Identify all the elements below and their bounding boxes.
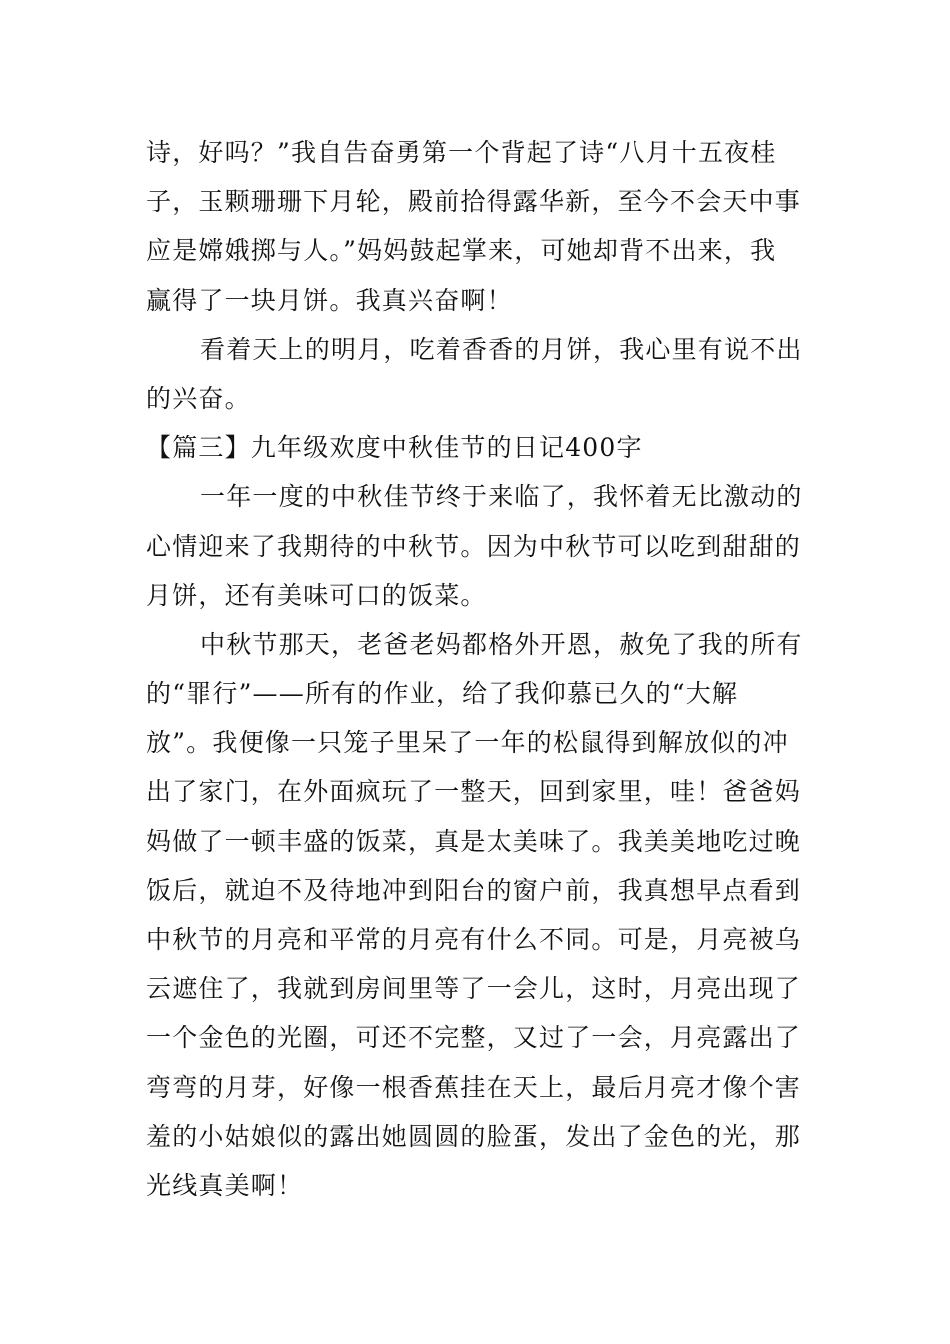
text-line: 子，玉颗珊珊下月轮，殿前拾得露华新，至今不会天中事 [146, 187, 802, 217]
paragraph-start-line: 看着天上的明月，吃着香香的月饼，我心里有说不出 [200, 334, 803, 364]
paragraph-start-line: 一年一度的中秋佳节终于来临了，我怀着无比激动的 [200, 482, 803, 512]
text-line: 光线真美啊！ [146, 1170, 304, 1200]
text-line: 应是嫦娥掷与人。”妈妈鼓起掌来，可她却背不出来，我 [146, 236, 777, 266]
text-line: 中秋节的月亮和平常的月亮有什么不同。可是，月亮被乌 [146, 925, 802, 954]
text-line: 云遮住了，我就到房间里等了一会儿，这时，月亮出现了 [146, 974, 802, 1004]
text-line: 赢得了一块月饼。我真兴奋啊！ [146, 285, 513, 315]
text-line: 诗，好吗？”我自告奋勇第一个背起了诗“八月十五夜桂 [146, 138, 777, 167]
text-line: 妈做了一顿丰盛的饭菜，真是太美味了。我美美地吃过晚 [146, 826, 802, 856]
text-line: 一个金色的光圈，可还不完整，又过了一会，月亮露出了 [146, 1023, 802, 1053]
text-line: 饭后，就迫不及待地冲到阳台的窗户前，我真想早点看到 [146, 875, 802, 905]
text-line: 羞的小姑娘似的露出她圆圆的脸蛋，发出了金色的光，那 [146, 1121, 802, 1151]
text-line: 的兴奋。 [146, 383, 251, 413]
section-heading: 【篇三】九年级欢度中秋佳节的日记400字 [146, 433, 643, 463]
paragraph-start-line: 中秋节那天，老爸老妈都格外开恩，赦免了我的所有 [200, 629, 803, 659]
text-line: 出了家门，在外面疯玩了一整天，回到家里，哇！爸爸妈 [146, 777, 802, 807]
text-line: 的“罪行”——所有的作业，给了我仰慕已久的“大解 [146, 679, 739, 709]
document-body [146, 128, 806, 1210]
text-line: 放”。我便像一只笼子里呆了一年的松鼠得到解放似的冲 [146, 728, 789, 758]
text-line: 弯弯的月芽，好像一根香蕉挂在天上，最后月亮才像个害 [146, 1072, 802, 1102]
text-line: 心情迎来了我期待的中秋节。因为中秋节可以吃到甜甜的 [146, 531, 802, 561]
text-line: 月饼，还有美味可口的饭菜。 [146, 580, 487, 610]
